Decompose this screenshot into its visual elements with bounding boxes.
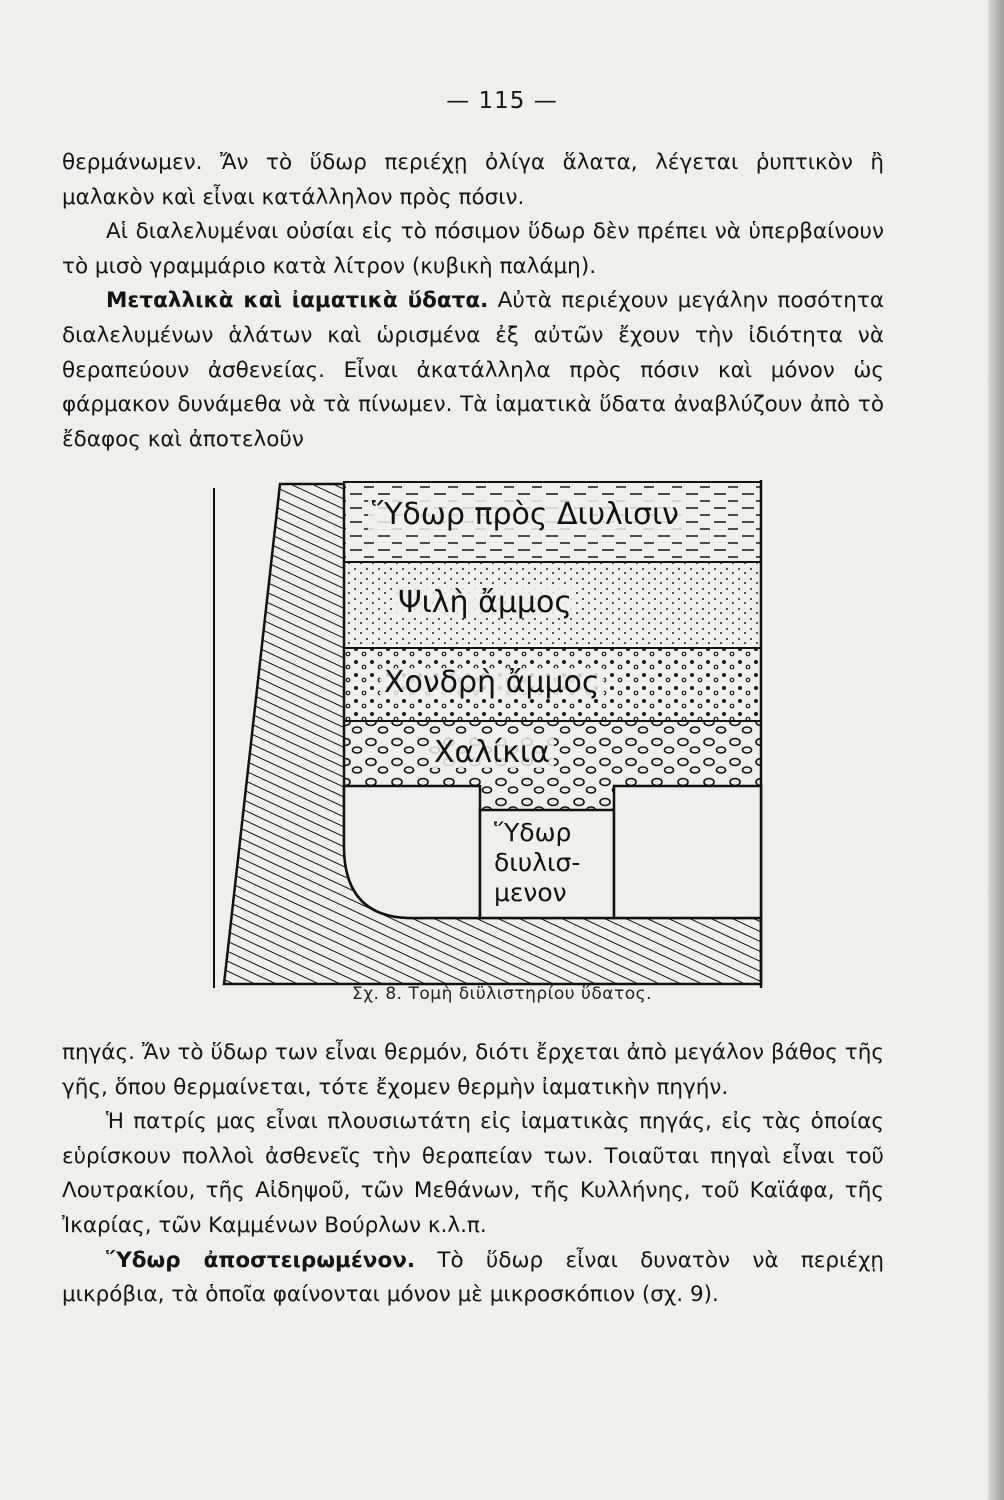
paragraph (62, 146, 884, 215)
paragraph-text: Τὸ ὕδωρ εἶναι δυνατὸν νὰ περιέχῃ μικρόβια, τὰ ὁποῖα φαίνονται μόνον μὲ μικροσκόπιον (σχ. 9). (62, 1247, 884, 1308)
paragraph-text: Αὐτὰ περιέχουν μεγάλην ποσότητα διαλελυμένων ἁλάτων καὶ ὡρισμένα ἐξ αὐτῶν ἔχουν τὴν ἰδιότητα νὰ θεραπεύουν ἀσθενείας. Εἶναι ἀκατάλληλα πρὸς πόσιν καὶ μόνον ὡς φάρμακον δυνάμεθα νὰ τὰ πίνωμεν. Τὰ ἰαματικὰ ὕδατα ἀναβλύζουν ἀπὸ τὸ ἔδαφος καὶ ἀποτελοῦν (62, 288, 884, 452)
text-block-top (62, 146, 884, 457)
paragraph (62, 1105, 884, 1243)
right-chamber (614, 786, 761, 918)
paragraph-text: θερμάνωμεν. Ἄν τὸ ὕδωρ περιέχῃ ὀλίγα ἅλατα, λέγεται ῥυπτικὸν ἢ μαλακὸν καὶ εἶναι κατάλληλον πρὸς πόσιν. (62, 150, 884, 210)
label-filtered-line-3: μενον (494, 878, 567, 907)
label-coarse-sand: Χονδρὴ ἄμμος (380, 668, 604, 698)
label-filtered-line-1: Ὕδωρ (494, 818, 572, 847)
figure-caption: Σχ. 8. Τομὴ διϋλιστηρίου ὕδατος. (351, 984, 652, 1004)
paragraph-text: πηγάς. Ἄν τὸ ὕδωρ των εἶναι θερμόν, διότι ἔρχεται ἀπὸ μεγάλον βάθος τῆς γῆς, ὅπου θερμαίνεται, τότε ἔχομεν θερμὴν ἰαματικὴν πηγήν. (62, 1040, 884, 1100)
paragraph-heading: Ὕδωρ ἀποστειρωμένον. (106, 1247, 416, 1273)
text-block-bottom (62, 1036, 884, 1313)
filter-diagram (208, 476, 768, 996)
label-filtered-line-2: διυλισ- (494, 848, 581, 877)
paragraph-heading: Μεταλλικὰ καὶ ἰαματικὰ ὕδατα. (106, 288, 489, 314)
left-chamber (344, 786, 480, 918)
label-water: Ὕδωρ πρὸς Διυλισιν (368, 500, 683, 530)
page-edge-shadow (988, 0, 1004, 1500)
paragraph-text: Ἡ πατρίς μας εἶναι πλουσιωτάτη εἰς ἰαματικὰς πηγάς, εἰς τὰς ὁποίας εὑρίσκουν πολλοὶ ἀσθενεῖς τὴν θεραπείαν των. Τοιαῦται πηγαὶ εἶναι τοῦ Λουτρακίου, τῆς Αἰδηψοῦ, τῶν Μεθάνων, τῆς Κυλλήνης, τοῦ Καϊάφα, τῆς Ἰκαρίας, τῶν Καμμένων Βούρλων κ.λ.π. (62, 1109, 884, 1238)
label-fine-sand: Ψιλὴ ἄμμος (394, 588, 576, 618)
paragraph (62, 1244, 884, 1313)
paragraph (62, 1036, 884, 1105)
paragraph-text: Αἱ διαλελυμέναι οὐσίαι εἰς τὸ πόσιμον ὕδωρ δὲν πρέπει νὰ ὑπερβαίνουν τὸ μισὸ γραμμάριο κατὰ λίτρον (κυβικὴ παλάμη). (62, 219, 884, 279)
paragraph (62, 215, 884, 284)
paragraph (62, 284, 884, 457)
label-gravel: Χαλίκια (430, 738, 554, 768)
page-number: — 115 — (446, 88, 558, 114)
